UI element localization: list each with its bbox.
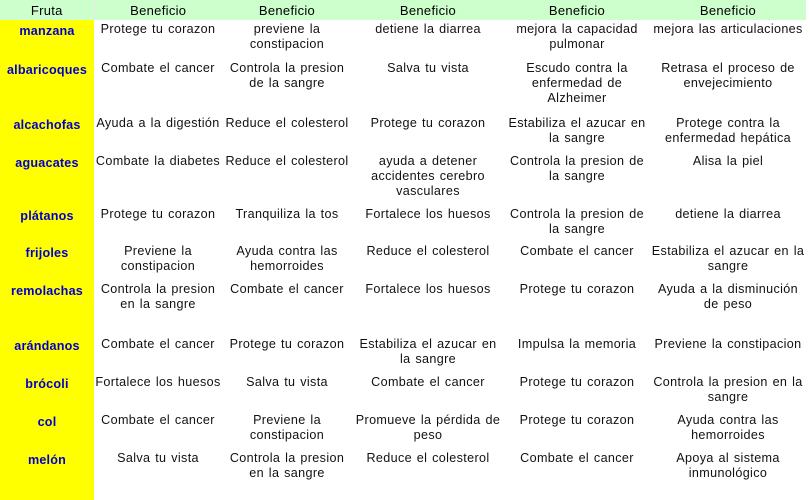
benefit-cell: Combate el cancer bbox=[371, 375, 485, 389]
benefit-cell: previene la constipacion bbox=[249, 22, 325, 51]
benefit-cell: Promueve la pérdida de peso bbox=[355, 413, 501, 442]
fruit-name: aguacates bbox=[0, 152, 94, 205]
benefit-cell: detiene la diarrea bbox=[375, 22, 481, 36]
table-row bbox=[0, 335, 806, 373]
benefit-cell: Reduce el colesterol bbox=[225, 154, 349, 168]
benefit-cell: Protege tu corazon bbox=[370, 116, 486, 130]
fruit-name: arándanos bbox=[0, 335, 94, 373]
header-beneficio-4: Beneficio bbox=[504, 0, 650, 20]
benefit-cell: Reduce el colesterol bbox=[366, 451, 490, 465]
benefit-cell: Alisa la piel bbox=[692, 154, 764, 168]
table-row bbox=[0, 280, 806, 335]
benefit-cell: Estabiliza el azucar en la sangre bbox=[359, 337, 497, 366]
table-row bbox=[0, 59, 806, 114]
benefit-cell: Ayuda a la disminución de peso bbox=[658, 282, 798, 311]
benefit-cell: Ayuda contra las hemorroides bbox=[677, 413, 779, 442]
benefit-cell: mejora la capacidad pulmonar bbox=[516, 22, 638, 51]
benefit-cell: ayuda a detener accidentes cerebro vasculares bbox=[371, 154, 485, 198]
fruit-name: brócoli bbox=[0, 373, 94, 411]
benefit-cell: Combate el cancer bbox=[101, 337, 215, 351]
benefit-cell: Protege contra la enfermedad hepática bbox=[665, 116, 791, 145]
benefit-cell: Salva tu vista bbox=[387, 61, 469, 75]
header-beneficio-5: Beneficio bbox=[650, 0, 806, 20]
table-row bbox=[0, 152, 806, 205]
benefit-cell: mejora las articulaciones bbox=[653, 22, 803, 36]
benefit-cell: Ayuda a la digestión bbox=[96, 116, 220, 130]
benefit-cell: Protege tu corazon bbox=[100, 22, 216, 36]
benefit-cell: Protege tu corazon bbox=[519, 282, 635, 296]
benefit-cell: Apoya al sistema inmunológico bbox=[676, 451, 780, 480]
benefit-cell: Controla la presion de la sangre bbox=[510, 207, 644, 236]
table-row bbox=[0, 242, 806, 280]
fruit-name: col bbox=[0, 411, 94, 449]
header-row bbox=[0, 0, 806, 20]
header-beneficio-1: Beneficio bbox=[94, 0, 222, 20]
fruit-name: remolachas bbox=[0, 280, 94, 335]
benefit-cell: Protege tu corazon bbox=[519, 375, 635, 389]
table-row bbox=[0, 20, 806, 59]
benefit-cell: Fortalece los huesos bbox=[365, 207, 491, 221]
benefit-cell: Combate la diabetes bbox=[95, 154, 221, 168]
fruit-name: manzana bbox=[0, 20, 94, 59]
header-beneficio-3: Beneficio bbox=[352, 0, 504, 20]
benefit-cell: detiene la diarrea bbox=[675, 207, 781, 221]
benefit-cell: Fortalece los huesos bbox=[365, 282, 491, 296]
benefit-cell: Combate el cancer bbox=[230, 282, 344, 296]
benefit-cell: Combate el cancer bbox=[101, 413, 215, 427]
benefit-cell: Controla la presion en la sangre bbox=[229, 451, 345, 480]
header-beneficio-2: Beneficio bbox=[222, 0, 352, 20]
benefit-cell: Impulsa la memoria bbox=[517, 337, 637, 351]
benefit-cell: Reduce el colesterol bbox=[366, 244, 490, 258]
fruit-name: plátanos bbox=[0, 205, 94, 242]
benefit-cell: Controla la presion en la sangre bbox=[100, 282, 216, 311]
fruit-name: albaricoques bbox=[0, 59, 94, 114]
table-row bbox=[0, 205, 806, 242]
benefit-cell: Estabiliza el azucar en la sangre bbox=[651, 244, 805, 273]
benefit-cell: Escudo contra la enfermedad de Alzheimer bbox=[526, 61, 628, 105]
benefit-cell: Salva tu vista bbox=[246, 375, 328, 389]
benefit-cell: Combate el cancer bbox=[520, 244, 634, 258]
benefit-cell: Controla la presion de la sangre bbox=[229, 61, 345, 90]
benefit-cell: Salva tu vista bbox=[117, 451, 199, 465]
benefit-cell: Previene la constipacion bbox=[249, 413, 325, 442]
fruit-name: alcachofas bbox=[0, 114, 94, 152]
benefit-cell: Previene la constipacion bbox=[120, 244, 196, 273]
table-row bbox=[0, 373, 806, 411]
benefit-cell: Combate el cancer bbox=[520, 451, 634, 465]
benefit-cell: Estabiliza el azucar en la sangre bbox=[508, 116, 646, 145]
benefit-cell: Protege tu corazon bbox=[100, 207, 216, 221]
benefit-cell: Previene la constipacion bbox=[654, 337, 802, 351]
benefit-cell: Fortalece los huesos bbox=[95, 375, 221, 389]
benefit-cell: Ayuda contra las hemorroides bbox=[236, 244, 338, 273]
benefit-cell: Protege tu corazon bbox=[229, 337, 345, 351]
fruit-name: melón bbox=[0, 449, 94, 500]
fruit-name: frijoles bbox=[0, 242, 94, 280]
benefit-cell: Protege tu corazon bbox=[519, 413, 635, 427]
benefit-cell: Combate el cancer bbox=[101, 61, 215, 75]
table-row bbox=[0, 449, 806, 500]
table-row bbox=[0, 114, 806, 152]
benefit-cell: Retrasa el proceso de envejecimiento bbox=[661, 61, 795, 90]
table-row bbox=[0, 411, 806, 449]
benefit-cell: Tranquiliza la tos bbox=[235, 207, 339, 221]
benefit-cell: Controla la presion de la sangre bbox=[510, 154, 644, 183]
header-fruta: Fruta bbox=[0, 0, 94, 20]
benefit-cell: Controla la presion en la sangre bbox=[653, 375, 803, 404]
benefit-cell: Reduce el colesterol bbox=[225, 116, 349, 130]
